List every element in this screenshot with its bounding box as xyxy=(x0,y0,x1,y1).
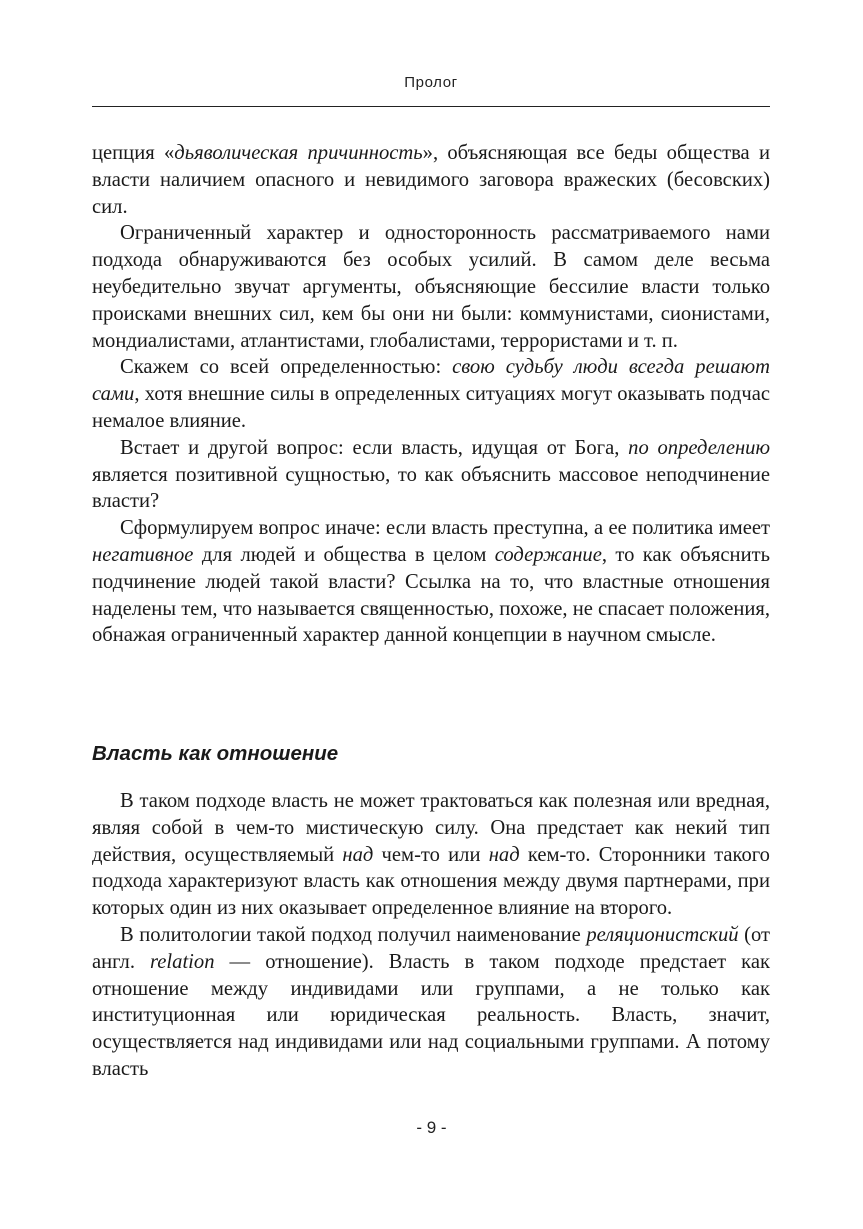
italic-run: дьяволическая причинность xyxy=(174,142,423,164)
text-run: кем-то. Сторонники такого подхода характеризуют власть как отношения между двумя партнерами, при которых один из них оказывает определенное влияние на второго. xyxy=(92,843,770,920)
italic-run: негативное xyxy=(92,543,194,566)
italic-run: по определению xyxy=(628,436,770,459)
text-run: Встает и другой вопрос: если власть, идущая от Бога, xyxy=(120,436,629,459)
text-run: — отношение). Власть в таком подходе предстает как отношение между индивидами или группами, а не только как институционная или юридическая реальность. Власть, значит, осуществляется над индивидами или над социальными группами. А потому власть xyxy=(92,950,770,1080)
text-run: для людей и общества в целом xyxy=(193,543,495,566)
text-run: цепция « xyxy=(92,142,175,164)
paragraph xyxy=(92,515,770,649)
text-run: чем-то или xyxy=(373,843,489,866)
italic-run: реляционистский xyxy=(586,923,739,946)
text-run: », объясняющая все беды общества и власти наличием опасного и невидимого заговора вражеских (бесовских) сил. xyxy=(92,142,770,218)
page-number: - 9 - xyxy=(416,1118,447,1137)
text-run: В политологии такой подход получил наименование xyxy=(120,923,587,946)
header-rule xyxy=(92,106,770,107)
text-run: В таком подходе власть не может трактоваться как полезная или вредная, являя собой в чем-то мистическую силу. Она предстает как некий тип действия, осуществляемый xyxy=(92,790,770,866)
text-run: является позитивной сущностью, то как объяснить массовое неподчинение власти? xyxy=(92,463,770,513)
text-run: (от англ. xyxy=(92,923,770,973)
paragraph: Ограниченный характер и односторонность рассматриваемого нами подхода обнаруживаются без особых усилий. В самом деле весьма неубедительно звучат аргументы, объясняющие бессилие власти только происками внешних сил, кем бы они ни были: коммунистами, сионистами, мондиалистами, атлантистами, глобалистами, террористами и т. п. xyxy=(92,222,770,352)
running-title: Пролог xyxy=(404,74,458,91)
italic-run: над xyxy=(488,843,520,866)
text-run: Скажем со всей определенностью: xyxy=(120,356,453,379)
paragraph xyxy=(92,788,770,922)
section-heading: Власть как отношение xyxy=(92,742,339,765)
body-text-section2 xyxy=(92,788,770,1083)
italic-run: свою судьбу люди всегда решают сами xyxy=(92,356,770,406)
text-run: , то как объяснить подчинение людей такой власти? Ссылка на то, что властные отношения наделены тем, что называется священностью, похоже, не спасает положения, обнажая ограниченный характер данной концепции в научном смысле. xyxy=(92,543,771,647)
paragraph xyxy=(92,922,770,1083)
italic-run: содержание xyxy=(494,543,602,566)
italic-run: relation xyxy=(150,950,215,973)
paragraph xyxy=(92,140,770,220)
body-text-section1 xyxy=(92,140,770,649)
paragraph xyxy=(92,435,770,515)
text-run: Сформулируем вопрос иначе: если власть преступна, а ее политика имеет xyxy=(120,517,770,540)
text-run: , хотя внешние силы в определенных ситуациях могут оказывать подчас немалое влияние. xyxy=(92,383,770,432)
paragraph xyxy=(92,354,770,434)
italic-run: над xyxy=(342,843,374,866)
